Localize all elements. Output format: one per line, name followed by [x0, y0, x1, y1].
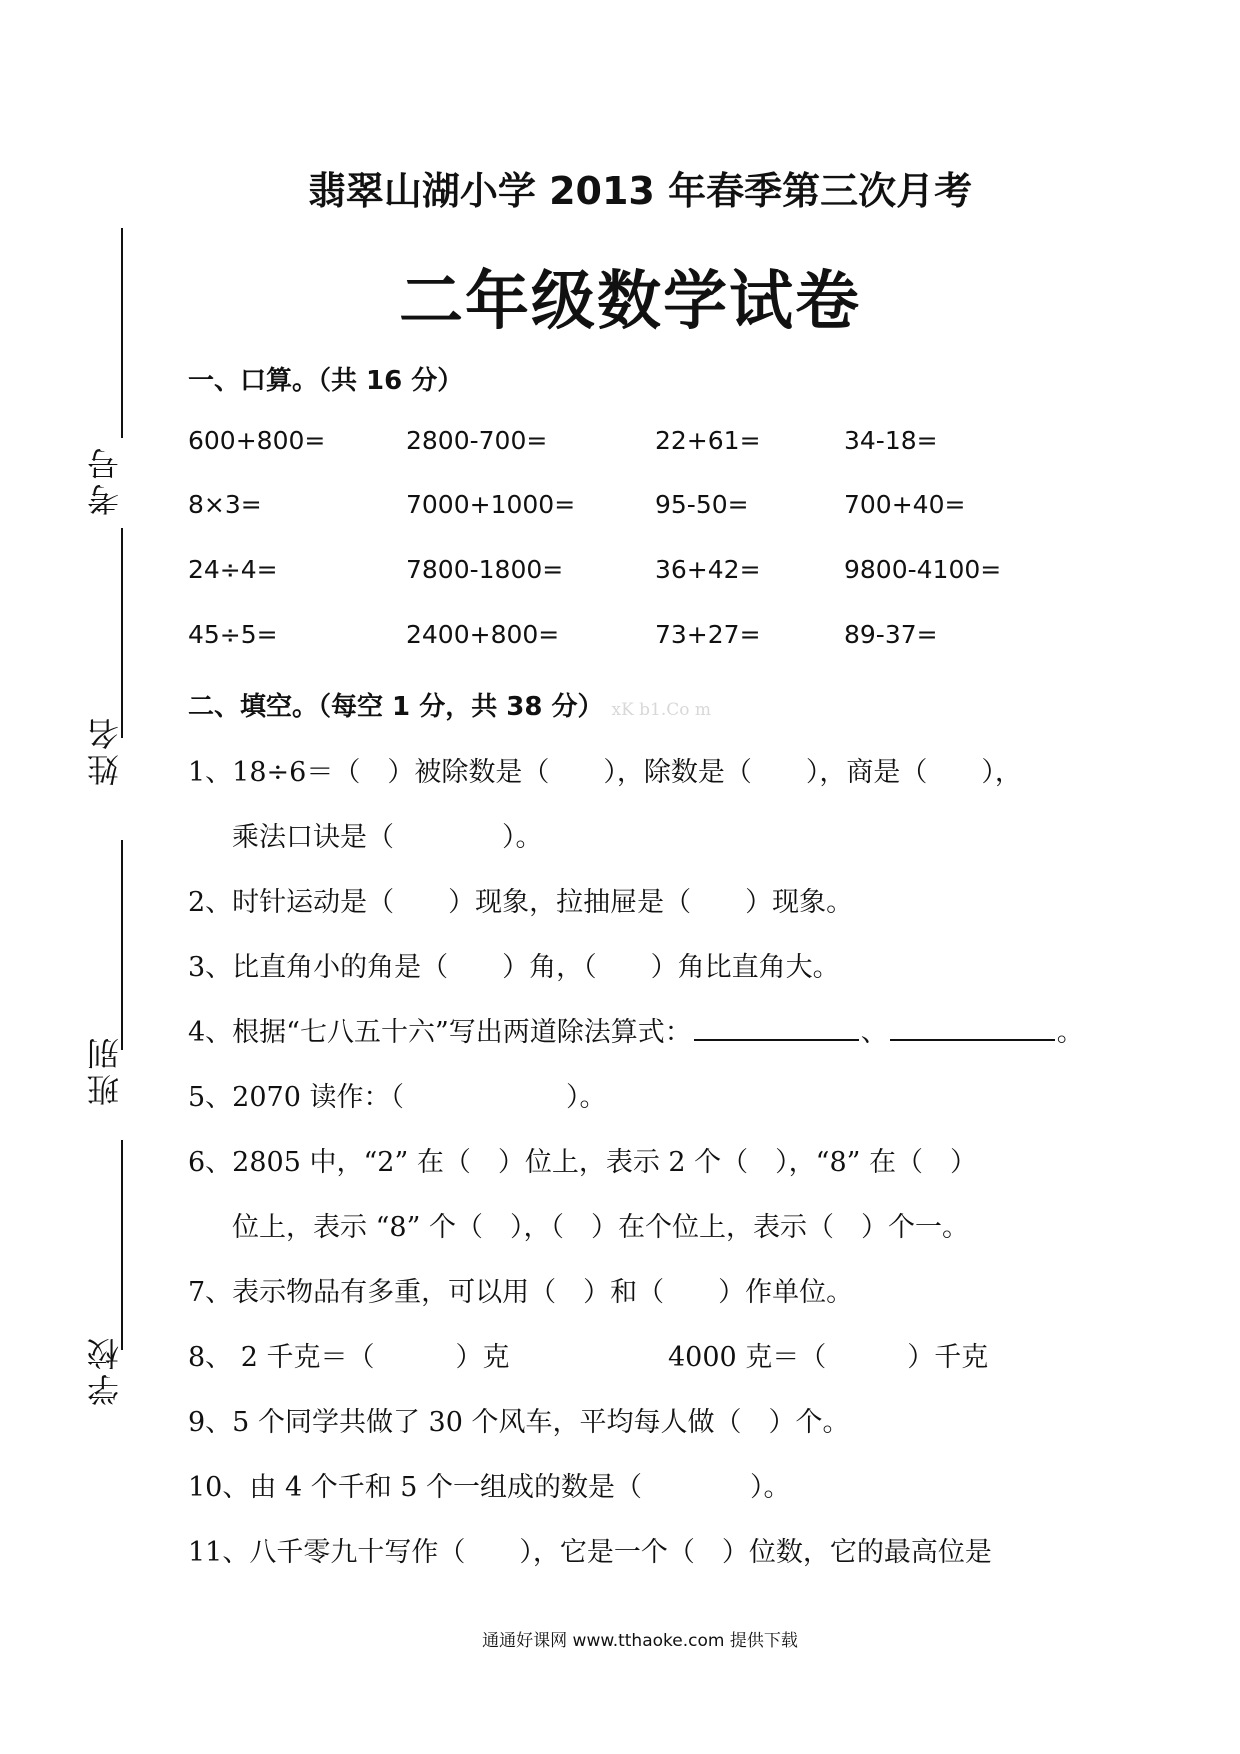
section2-title-text: 二、填空。（每空 1 分，共 38 分） — [188, 692, 604, 722]
calc-item: 89-37= — [844, 620, 938, 649]
question-7: 7、表示物品有多重，可以用（ ）和（ ）作单位。 — [188, 1277, 854, 1308]
calc-item: 95-50= — [655, 490, 749, 519]
calc-item: 7800-1800= — [406, 555, 564, 584]
section2-title — [188, 686, 711, 723]
calc-row — [188, 620, 1088, 660]
calc-item: 45÷5= — [188, 620, 278, 649]
name-line — [121, 528, 123, 738]
calc-item: 22+61= — [655, 426, 761, 455]
calc-item: 2400+800= — [406, 620, 560, 649]
footer-text: 通通好课网 www.tthaoke.com 提供下载 — [482, 1631, 798, 1651]
name-label: 姓名 — [86, 714, 124, 786]
question-6-line1: 6、2805 中，“2” 在（ ）位上，表示 2 个（ ），“8” 在（ ） — [188, 1147, 978, 1178]
question-9: 9、5 个同学共做了 30 个风车，平均每人做（ ）个。 — [188, 1407, 850, 1438]
question-8a: 8、 2 千克＝（ ）克 — [188, 1342, 510, 1373]
answer-blank[interactable] — [890, 1038, 1055, 1041]
calc-row — [188, 426, 1088, 466]
calc-row — [188, 555, 1088, 595]
question-5: 5、2070 读作：（ ）。 — [188, 1082, 607, 1113]
question-6-line2: 位上，表示 “8” 个（ ），（ ）在个位上，表示（ ）个一。 — [232, 1212, 969, 1243]
exam-no-label: 考号 — [86, 444, 124, 516]
calc-item: 36+42= — [655, 555, 761, 584]
question-8b: 4000 克＝（ ）千克 — [668, 1342, 989, 1373]
section1-title: 一、口算。（共 16 分） — [188, 366, 464, 396]
calc-item: 7000+1000= — [406, 490, 576, 519]
paper-title: 二年级数学试卷 — [399, 265, 861, 339]
question-4-text: 4、根据“七八五十六”写出两道除法算式： — [188, 1017, 692, 1048]
question-1-line2: 乘法口诀是（ ）。 — [232, 822, 543, 853]
question-8 — [188, 1335, 1068, 1374]
question-10: 10、由 4 个千和 5 个一组成的数是（ ）。 — [188, 1472, 791, 1503]
class-label: 班别 — [86, 1034, 124, 1106]
watermark-text: xK b1.Co m — [611, 700, 712, 720]
question-4-end: 。 — [1056, 1017, 1084, 1048]
calc-item: 8×3= — [188, 490, 262, 519]
school-line — [121, 1140, 123, 1350]
school-title: 翡翠山湖小学 2013 年春季第三次月考 — [307, 169, 973, 213]
question-1-line1: 1、18÷6＝（ ）被除数是（ ），除数是（ ），商是（ ）， — [188, 757, 1022, 788]
school-label: 学校 — [86, 1334, 124, 1406]
calc-item: 9800-4100= — [844, 555, 1002, 584]
calc-item: 73+27= — [655, 620, 761, 649]
calc-item: 34-18= — [844, 426, 938, 455]
calc-row — [188, 490, 1088, 530]
question-4 — [188, 1010, 1084, 1049]
question-4-separator: 、 — [860, 1017, 888, 1048]
calc-item: 600+800= — [188, 426, 326, 455]
class-line — [121, 840, 123, 1050]
calc-item: 24÷4= — [188, 555, 278, 584]
question-3: 3、比直角小的角是（ ）角，（ ）角比直角大。 — [188, 952, 840, 983]
calc-item: 2800-700= — [406, 426, 548, 455]
calc-item: 700+40= — [844, 490, 966, 519]
question-11: 11、八千零九十写作（ ），它是一个（ ）位数，它的最高位是 — [188, 1537, 992, 1568]
answer-blank[interactable] — [694, 1038, 859, 1041]
question-2: 2、时针运动是（ ）现象，拉抽屉是（ ）现象。 — [188, 887, 854, 918]
